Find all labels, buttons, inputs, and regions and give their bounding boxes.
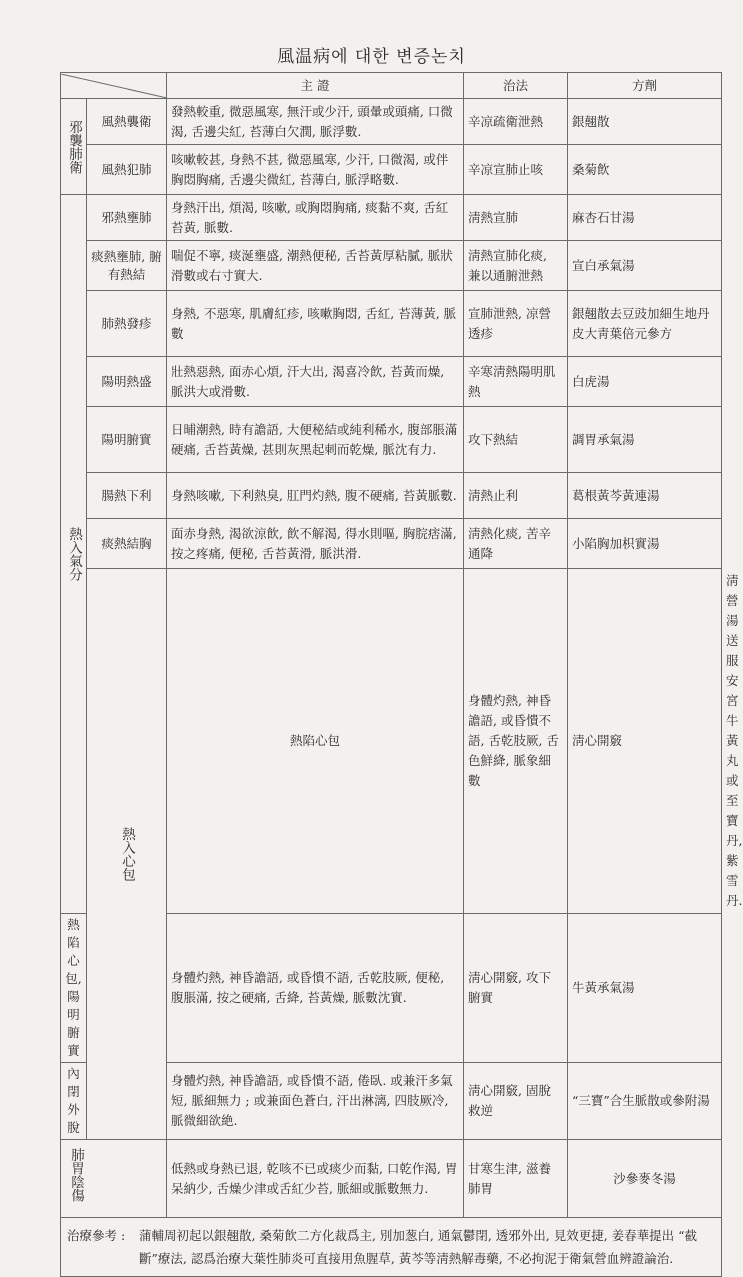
pattern-cell: 風熱犯肺 [87, 145, 167, 195]
table-row [61, 241, 722, 291]
group-text: 熱入心包 [119, 827, 135, 881]
method-cell: 辛凉疏衛泄熱 [464, 99, 568, 145]
table-row [61, 519, 722, 569]
formula-cell: 沙參麥冬湯 [568, 1140, 722, 1218]
symptoms-cell: 身體灼熱, 神昏譫語, 或昏憒不語, 舌乾肢厥, 舌色鮮絳, 脈象細數 [464, 569, 568, 914]
formula-cell: 銀翹散 [568, 99, 722, 145]
pattern-cell: 腸熱下利 [87, 473, 167, 519]
table-row [61, 357, 722, 407]
diagonal-line [61, 74, 167, 98]
method-cell: 淸熱止利 [464, 473, 568, 519]
table-row [61, 407, 722, 473]
symptoms-cell: 身熱咳嗽, 下利熱臭, 肛門灼熱, 腹不硬痛, 苔黃脈數. [167, 473, 464, 519]
group-label-g1 [61, 99, 87, 195]
formula-cell: 小陷胸加枳實湯 [568, 519, 722, 569]
notes-cell [61, 1218, 722, 1277]
method-cell: 宣肺泄熱, 凉營透疹 [464, 291, 568, 357]
method-cell: 淸心開竅, 固脫救逆 [464, 1063, 568, 1140]
group-label-g3 [87, 569, 167, 1140]
symptoms-cell: 身體灼熱, 神昏譫語, 或昏憒不語, 倦臥. 或兼汗多氣短, 脈細無力 ; 或兼面色蒼白, 汗出淋漓, 四肢厥冷, 脈微細欲絶. [167, 1063, 464, 1140]
formula-cell: 葛根黃芩黃連湯 [568, 473, 722, 519]
header-symptoms: 主 證 [167, 73, 464, 99]
table-row [61, 473, 722, 519]
method-cell: 甘寒生津, 滋養肺胃 [464, 1140, 568, 1218]
table-row [61, 195, 722, 241]
symptoms-cell: 日晡潮熱, 時有譫語, 大便秘結或純利稀水, 腹部脹滿硬痛, 舌苔黃燥, 甚則灰黑起刺而乾燥, 脈沈有力. [167, 407, 464, 473]
group-text: 熱入氣分 [66, 527, 82, 581]
symptoms-cell: 發熱較重, 微惡風寒, 無汗或少汗, 頭暈或頭痛, 口微渴, 舌邊尖紅, 苔薄白欠潤, 脈浮數. [167, 99, 464, 145]
formula-cell: 宣白承氣湯 [568, 241, 722, 291]
formula-cell: 麻杏石甘湯 [568, 195, 722, 241]
method-cell: 淸熱化痰, 苦辛通降 [464, 519, 568, 569]
header-row [61, 73, 722, 99]
table-row: 熱入心包 熱陷心包 身體灼熱, 神昏譫語, 或昏憒不語, 舌乾肢厥, 舌色鮮絳, 脈象細數 淸心開竅 淸營湯送服安宮牛黃丸或至寶丹, 紫雪丹. [61, 569, 722, 914]
pattern-cell: 熱陷心包 [167, 569, 464, 914]
pattern-cell: 痰熱結胸 [87, 519, 167, 569]
pattern-cell: 肺熱發疹 [87, 291, 167, 357]
method-cell: 辛寒淸熱陽明肌熱 [464, 357, 568, 407]
header-corner [61, 73, 167, 99]
group-text: 肺胃陰傷 [68, 1148, 84, 1202]
table-row [61, 291, 722, 357]
symptoms-cell: 面赤身熱, 渴欲涼飮, 飮不解渴, 得水則嘔, 胸脘痞滿, 按之疼痛, 便秘, 舌苔黃滑, 脈洪滑. [167, 519, 464, 569]
pattern-cell: 風熱襲衛 [87, 99, 167, 145]
pattern-cell: 陽明腑實 [87, 407, 167, 473]
pattern-cell: 痰熱壅肺, 腑有熱結 [87, 241, 167, 291]
symptoms-cell: 身熱汗出, 煩渴, 咳嗽, 或胸悶胸痛, 痰黏不爽, 舌紅苔黃, 脈數. [167, 195, 464, 241]
notes-text: 蒲輔周初起以銀翹散, 桑菊飮二方化裁爲主, 別加葱白, 通氣鬱閉, 透邪外出, 見效更捷, 姜春華提出 “截斷”療法, 認爲治療大葉性肺炎可直接用魚腥草, 黃芩等淸熱解毒藥, 不必拘泥于衛氣營血辨證論治. [139, 1228, 698, 1266]
header-method: 治法 [464, 73, 568, 99]
method-cell: 淸心開竅 [568, 569, 722, 914]
method-cell: 淸心開竅, 攻下腑實 [464, 914, 568, 1063]
symptoms-cell: 低熱或身熱已退, 乾咳不已或痰少而黏, 口乾作渴, 胃呆納少, 舌燥少津或舌紅少苔, 脈細或脈數無力. [167, 1140, 464, 1218]
table-row [61, 99, 722, 145]
syndrome-table [60, 72, 743, 1277]
notes-label: 治療參考 : [67, 1228, 126, 1243]
table-row [61, 145, 722, 195]
group-label-g2 [61, 195, 87, 914]
method-cell: 淸熱宣肺 [464, 195, 568, 241]
method-cell: 辛凉宣肺止咳 [464, 145, 568, 195]
formula-cell: 銀翹散去豆豉加細生地丹皮大靑葉倍元參方 [568, 291, 722, 357]
method-cell: 淸熱宣肺化痰, 兼以通腑泄熱 [464, 241, 568, 291]
group-text: 邪襲肺衛 [66, 119, 82, 174]
method-cell: 攻下熱結 [464, 407, 568, 473]
pattern-cell: 陽明熱盛 [87, 357, 167, 407]
pattern-cell: 內閉外脫 [61, 1063, 87, 1140]
symptoms-cell: 壯熱惡熱, 面赤心煩, 汗大出, 渴喜冷飮, 苔黃而燥, 脈洪大或滑數. [167, 357, 464, 407]
pattern-cell: 熱陷心包, 陽明腑實 [61, 914, 87, 1063]
formula-cell: 牛黃承氣湯 [568, 914, 722, 1063]
formula-cell: “三寶”合生脈散或參附湯 [568, 1063, 722, 1140]
symptoms-cell: 咳嗽較甚, 身熱不甚, 微惡風寒, 少汗, 口微渴, 或伴胸悶胸痛, 舌邊尖微紅, 苔薄白, 脈浮略數. [167, 145, 464, 195]
formula-cell: 調胃承氣湯 [568, 407, 722, 473]
notes-row [61, 1218, 722, 1277]
pattern-cell: 邪熱壅肺 [87, 195, 167, 241]
symptoms-cell: 身體灼熱, 神昏譫語, 或昏憒不語, 舌乾肢厥, 便秘, 腹脹滿, 按之硬痛, 舌絳, 苔黃燥, 脈數沈實. [167, 914, 464, 1063]
symptoms-cell: 喘促不寧, 痰涎壅盛, 潮熱便秘, 舌苔黃厚粘膩, 脈狀滑數或右寸實大. [167, 241, 464, 291]
formula-cell: 桑菊飲 [568, 145, 722, 195]
formula-cell: 白虎湯 [568, 357, 722, 407]
header-formula: 方劑 [568, 73, 722, 99]
table-row [61, 1140, 722, 1218]
symptoms-cell: 身熱, 不惡寒, 肌膚紅疹, 咳嗽胸悶, 舌紅, 苔薄黃, 脈數 [167, 291, 464, 357]
group-label-g4 [61, 1140, 167, 1218]
page-title: 風温病에 대한 변증논치 [277, 47, 466, 67]
